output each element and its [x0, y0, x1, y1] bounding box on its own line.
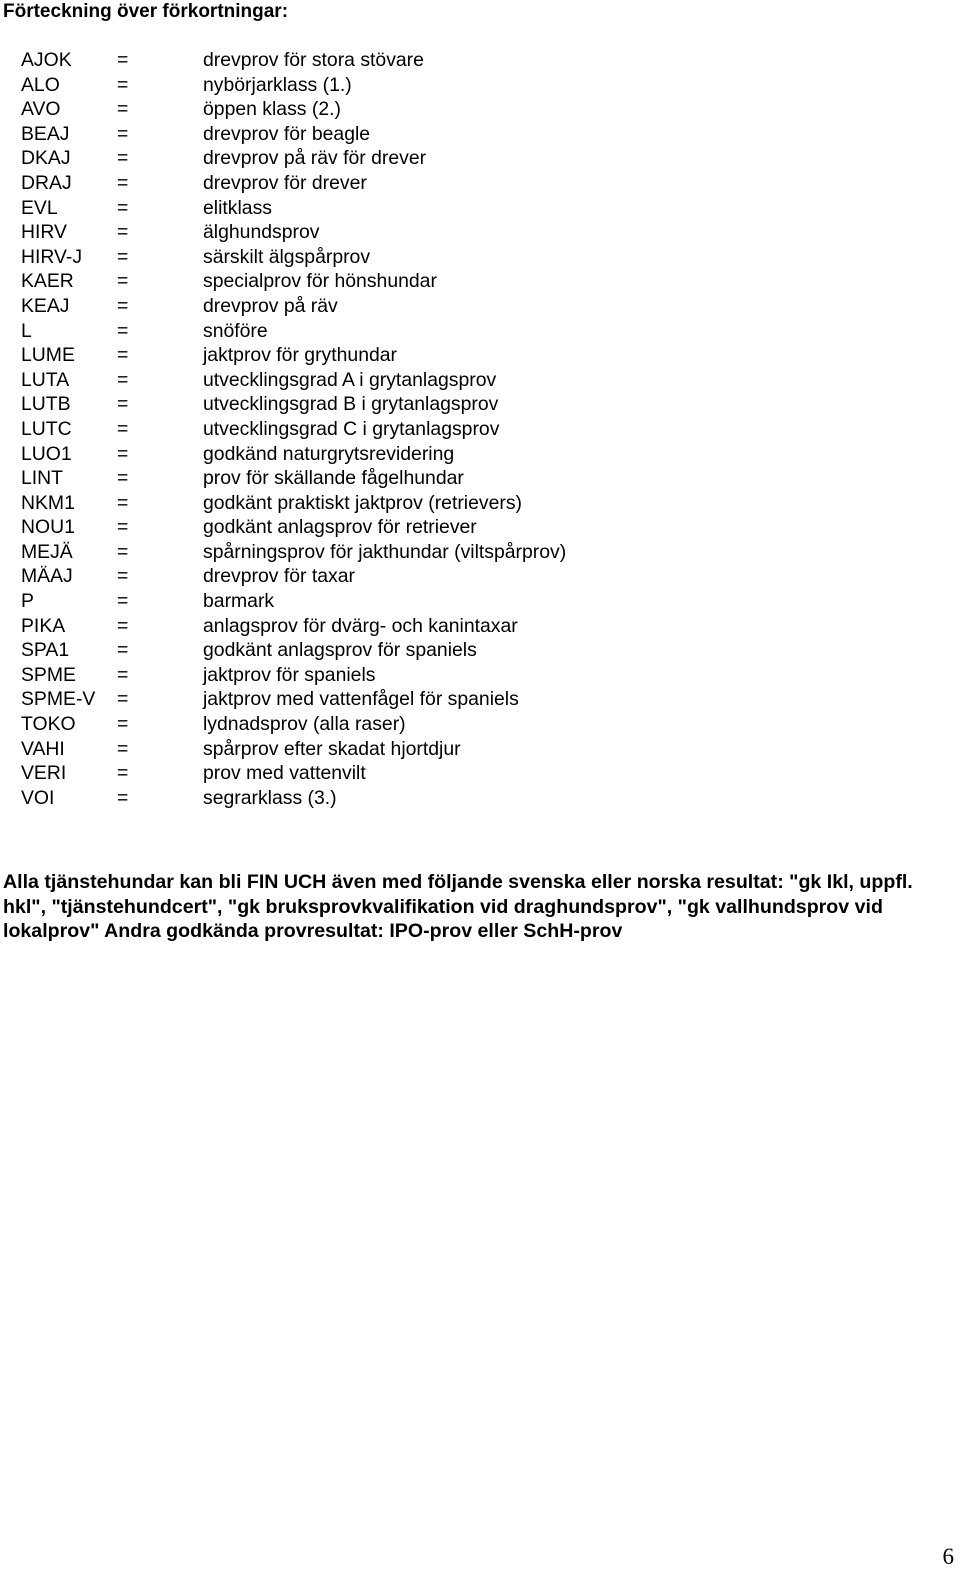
abbreviation-description: drevprov för drever	[203, 171, 367, 194]
abbreviation-description: jaktprov för spaniels	[203, 663, 376, 686]
equals-sign: =	[117, 270, 129, 293]
abbreviation-code: LUTA	[21, 368, 70, 391]
equals-sign: =	[117, 491, 129, 514]
abbreviation-code: SPME-V	[21, 688, 96, 711]
abbreviation-code: SPME	[21, 663, 76, 686]
abbreviation-row	[21, 343, 941, 368]
abbreviation-row	[21, 392, 941, 417]
abbreviation-description: nybörjarklass (1.)	[203, 73, 352, 96]
equals-sign: =	[117, 122, 129, 145]
abbreviation-code: SPA1	[21, 639, 70, 662]
abbreviation-code: L	[21, 319, 32, 342]
abbreviation-code: MÄAJ	[21, 565, 73, 588]
abbreviation-code: NOU1	[21, 516, 75, 539]
abbreviation-code: HIRV-J	[21, 245, 83, 268]
abbreviation-description: älghundsprov	[203, 221, 320, 244]
equals-sign: =	[117, 639, 129, 662]
abbreviation-row	[21, 687, 941, 712]
abbreviation-description: utvecklingsgrad C i grytanlagsprov	[203, 417, 500, 440]
abbreviation-row	[21, 589, 941, 614]
abbreviation-description: drevprov för stora stövare	[203, 49, 424, 71]
abbreviation-row	[21, 269, 941, 294]
equals-sign: =	[117, 393, 129, 416]
equals-sign: =	[117, 614, 129, 637]
equals-sign: =	[117, 294, 129, 317]
abbreviation-description: jaktprov för grythundar	[203, 344, 398, 367]
abbreviation-row	[21, 712, 941, 737]
abbreviation-row	[21, 417, 941, 442]
equals-sign: =	[117, 98, 129, 121]
abbreviation-row	[21, 540, 941, 565]
abbreviation-row	[21, 73, 941, 98]
equals-sign: =	[117, 688, 129, 711]
abbreviation-list	[21, 48, 941, 810]
abbreviation-code: DRAJ	[21, 171, 72, 194]
equals-sign: =	[117, 565, 129, 588]
abbreviation-code: NKM1	[21, 491, 75, 514]
abbreviation-row	[21, 122, 941, 147]
abbreviation-row	[21, 737, 941, 762]
abbreviation-description: godkänt praktiskt jaktprov (retrievers)	[203, 491, 522, 514]
abbreviation-code: LUO1	[21, 442, 72, 465]
equals-sign: =	[117, 171, 129, 194]
abbreviation-description: specialprov för hönshundar	[203, 270, 437, 293]
equals-sign: =	[117, 737, 129, 760]
equals-sign: =	[117, 147, 129, 170]
equals-sign: =	[117, 319, 129, 342]
abbreviation-row	[21, 171, 941, 196]
abbreviation-row	[21, 368, 941, 393]
abbreviation-code: ALO	[21, 73, 60, 96]
abbreviation-row	[21, 614, 941, 639]
abbreviation-code: LINT	[21, 467, 64, 490]
abbreviation-description: utvecklingsgrad A i grytanlagsprov	[203, 368, 497, 391]
abbreviation-row	[21, 564, 941, 589]
abbreviation-row	[21, 491, 941, 516]
note-paragraph: Alla tjänstehundar kan bli FIN UCH även med följande svenska eller norska resultat: "gk Ikl, uppfl. hkl", "tjänstehundcert", "gk bruksprovkvalifikation vid draghundsprov", "gk vallhundsprov vid lokalprov" Andra godkända provresultat: IPO-prov eller SchH-prov	[3, 871, 913, 942]
abbreviation-description: godkänd naturgrytsrevidering	[203, 442, 455, 465]
abbreviation-code: BEAJ	[21, 122, 70, 145]
abbreviation-description: spårningsprov för jakthundar (viltspårprov)	[203, 540, 567, 563]
equals-sign: =	[117, 245, 129, 268]
abbreviation-description: lydnadsprov (alla raser)	[203, 713, 406, 736]
abbreviation-description: drevprov på räv	[203, 294, 338, 317]
abbreviation-row	[21, 196, 941, 221]
equals-sign: =	[117, 516, 129, 539]
abbreviation-description: utvecklingsgrad B i grytanlagsprov	[203, 393, 499, 416]
equals-sign: =	[117, 442, 129, 465]
equals-sign: =	[117, 417, 129, 440]
abbreviation-description: jaktprov med vattenfågel för spaniels	[203, 688, 519, 711]
equals-sign: =	[117, 467, 129, 490]
abbreviation-description: särskilt älgspårprov	[203, 245, 371, 268]
equals-sign: =	[117, 713, 129, 736]
abbreviation-code: AVO	[21, 98, 61, 121]
abbreviation-code: VERI	[21, 762, 67, 785]
abbreviation-description: drevprov för beagle	[203, 122, 371, 145]
abbreviation-row	[21, 48, 941, 73]
abbreviation-code: P	[21, 590, 34, 613]
abbreviation-description: öppen klass (2.)	[203, 98, 341, 121]
abbreviation-code: KAER	[21, 270, 74, 293]
abbreviation-code: LUTC	[21, 417, 72, 440]
equals-sign: =	[117, 344, 129, 367]
abbreviation-code: HIRV	[21, 221, 67, 244]
abbreviation-row	[21, 442, 941, 467]
abbreviation-row	[21, 245, 941, 270]
abbreviation-description: segrarklass (3.)	[203, 786, 337, 809]
abbreviation-row	[21, 515, 941, 540]
abbreviation-description: anlagsprov för dvärg- och kanintaxar	[203, 614, 518, 637]
equals-sign: =	[117, 73, 129, 96]
abbreviation-description: elitklass	[203, 196, 272, 219]
abbreviation-row	[21, 294, 941, 319]
abbreviation-description: barmark	[203, 590, 275, 613]
abbreviation-description: snöföre	[203, 319, 268, 342]
page-number: 6	[942, 1544, 954, 1569]
equals-sign: =	[117, 368, 129, 391]
abbreviation-code: MEJÄ	[21, 540, 73, 563]
abbreviation-row	[21, 786, 941, 811]
abbreviation-code: VOI	[21, 786, 55, 809]
equals-sign: =	[117, 590, 129, 613]
abbreviation-row	[21, 146, 941, 171]
equals-sign: =	[117, 196, 129, 219]
equals-sign: =	[117, 540, 129, 563]
abbreviation-code: EVL	[21, 196, 58, 219]
abbreviation-code: TOKO	[21, 713, 76, 736]
abbreviation-description: spårprov efter skadat hjortdjur	[203, 737, 461, 760]
equals-sign: =	[117, 786, 129, 809]
abbreviation-description: drevprov för taxar	[203, 565, 355, 588]
abbreviation-row	[21, 319, 941, 344]
abbreviation-description: drevprov på räv för drever	[203, 147, 427, 170]
abbreviation-row	[21, 97, 941, 122]
abbreviation-row	[21, 663, 941, 688]
equals-sign: =	[117, 221, 129, 244]
equals-sign: =	[117, 49, 129, 71]
abbreviation-code: VAHI	[21, 737, 65, 760]
abbreviation-description: godkänt anlagsprov för retriever	[203, 516, 477, 539]
abbreviation-description: prov för skällande fågelhundar	[203, 467, 464, 490]
abbreviation-row	[21, 466, 941, 491]
abbreviation-code: PIKA	[21, 614, 66, 637]
abbreviation-code: DKAJ	[21, 147, 71, 170]
page-title: Förteckning över förkortningar:	[3, 1, 289, 22]
equals-sign: =	[117, 762, 129, 785]
abbreviation-description: prov med vattenvilt	[203, 762, 366, 785]
abbreviation-code: LUTB	[21, 393, 71, 416]
abbreviation-description: godkänt anlagsprov för spaniels	[203, 639, 477, 662]
equals-sign: =	[117, 663, 129, 686]
abbreviation-row	[21, 761, 941, 786]
abbreviation-row	[21, 638, 941, 663]
abbreviation-code: AJOK	[21, 49, 72, 71]
abbreviation-code: LUME	[21, 344, 75, 367]
abbreviation-code: KEAJ	[21, 294, 70, 317]
abbreviation-row	[21, 220, 941, 245]
